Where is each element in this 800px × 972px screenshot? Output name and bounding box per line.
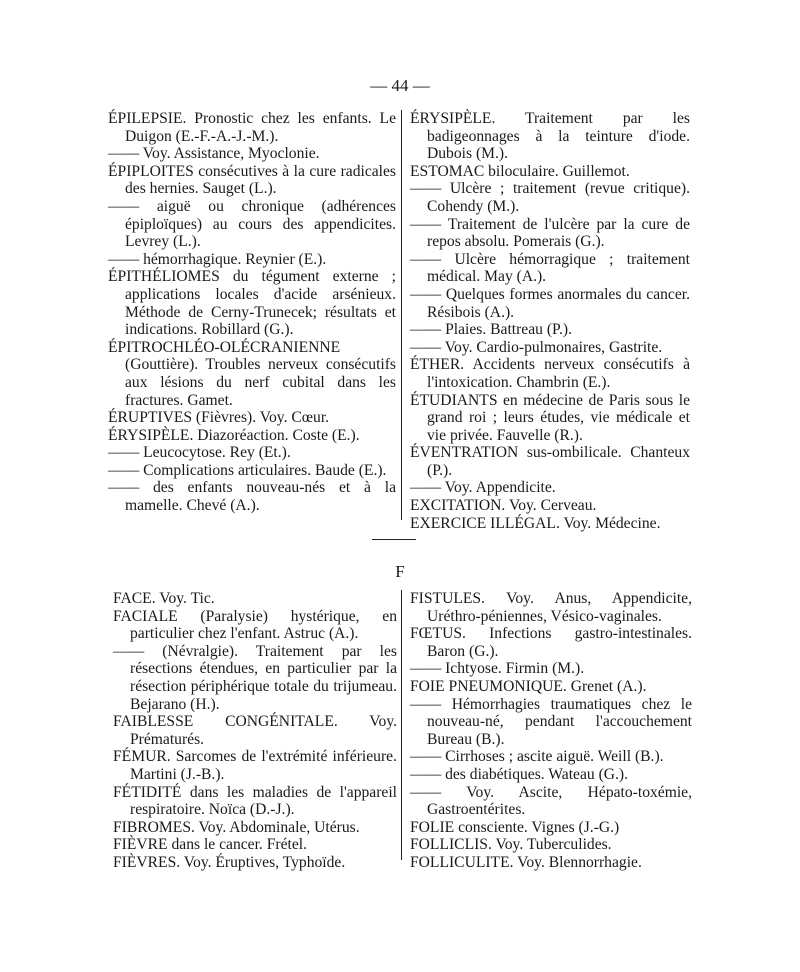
- index-entry: —— Voy. Cardio-pulmonaires, Gastrite.: [410, 338, 663, 356]
- index-entry: ÉRYSIPÈLE. Diazoréaction. Coste (E.).: [108, 426, 360, 444]
- index-entry: FOIE PNEUMONIQUE. Grenet (A.).: [410, 677, 647, 695]
- index-entry: FIBROMES. Voy. Abdominale, Utérus.: [113, 818, 360, 836]
- index-entry: ÉTUDIANTS en médecine de Paris sous le grand roi ; leurs études, vie médicale et vie privée. Fauvelle (R.).: [410, 391, 690, 444]
- index-entry: —— Cirrhoses ; ascite aiguë. Weill (B.).: [410, 748, 664, 766]
- index-entry: —— Voy. Assistance, Myoclonie.: [108, 145, 320, 163]
- index-entry: —— Ichtyose. Firmin (M.).: [410, 660, 585, 678]
- index-entry: —— Leucocytose. Rey (Et.).: [108, 444, 291, 462]
- index-entry: FACIALE (Paralysie) hystérique, en particulier chez l'enfant. Astruc (A.).: [113, 607, 397, 643]
- index-entry: FACE. Voy. Tic.: [113, 590, 215, 607]
- index-entry: ÉRUPTIVES (Fièvres). Voy. Cœur.: [108, 409, 330, 427]
- index-entry: ÉRYSIPÈLE. Traitement par les badigeonnages à la teinture d'iode. Dubois (M.).: [410, 110, 690, 163]
- index-entry: ÉPITROCHLÉO-OLÉCRANIENNE (Gouttière). Troubles nerveux consécutifs aux lésions du nerf cubital dans les fractures. Gamet.: [108, 338, 396, 409]
- index-entry: ÉPIPLOITES consécutives à la cure radicales des hernies. Sauget (L.).: [108, 162, 396, 198]
- index-entry: ESTOMAC biloculaire. Guillemot.: [410, 162, 630, 180]
- index-column-bottom-left: [113, 590, 397, 872]
- index-entry: —— Voy. Appendicite.: [410, 479, 556, 497]
- index-entry: FIÈVRES. Voy. Éruptives, Typhoïde.: [113, 853, 346, 871]
- index-entry: —— des diabétiques. Wateau (G.).: [410, 765, 629, 783]
- column-divider: [401, 590, 402, 860]
- index-column-bottom-right: [410, 590, 692, 872]
- index-entry: —— Quelques formes anormales du cancer. Résibois (A.).: [410, 285, 690, 321]
- index-entry: —— Ulcère ; traitement (revue critique). Cohendy (M.).: [410, 180, 690, 215]
- index-entry: ÉPILEPSIE. Pronostic chez les enfants. Le Duigon (E.-F.-A.-J.-M.).: [108, 110, 396, 145]
- index-entry: ÉTHER. Accidents nerveux consécutifs à l'intoxication. Chambrin (E.).: [410, 356, 690, 391]
- index-entry: FOLLICULITE. Voy. Blennorrhagie.: [410, 853, 642, 871]
- column-divider: [401, 110, 402, 520]
- index-entry: —— des enfants nouveau-nés et à la mamelle. Chevé (A.).: [108, 479, 396, 515]
- index-entry: FOLIE consciente. Vignes (J.-G.): [410, 818, 620, 836]
- index-column-top-left: [108, 110, 396, 515]
- index-entry: FAIBLESSE CONGÉNITALE. Voy. Prématurés.: [113, 713, 397, 748]
- index-column-top-right: [410, 110, 690, 532]
- section-rule: [372, 539, 416, 540]
- index-entry: EXERCICE ILLÉGAL. Voy. Médecine.: [410, 514, 661, 532]
- index-entry: EXCITATION. Voy. Cerveau.: [410, 497, 597, 515]
- index-entry: ÉPITHÉLIOMES du tégument externe ; applications locales d'acide arsénieux. Méthode de Cerny-Trunecek; résultats et indications. Robillard (G.).: [108, 268, 396, 339]
- index-entry: FOLLICLIS. Voy. Tuberculides.: [410, 836, 612, 854]
- index-entry: ÉVENTRATION sus-ombilicale. Chanteux (P.).: [410, 444, 690, 479]
- index-entry: FISTULES. Voy. Anus, Appendicite, Uréthro-péniennes, Vésico-vaginales.: [410, 590, 692, 625]
- index-entry: —— hémorrhagique. Reynier (E.).: [108, 250, 327, 268]
- page-number: — 44 —: [370, 76, 430, 95]
- index-entry: —— Hémorrhagies traumatiques chez le nouveau-né, pendant l'accouchement Bureau (B.).: [410, 695, 692, 748]
- index-entry: —— Ulcère hémorragique ; traitement médical. May (A.).: [410, 250, 690, 286]
- index-entry: FIÈVRE dans le cancer. Frétel.: [113, 836, 307, 854]
- section-letter: F: [395, 562, 405, 581]
- index-entry: —— Voy. Ascite, Hépato-toxémie, Gastroentérites.: [410, 783, 692, 819]
- index-entry: FÉMUR. Sarcomes de l'extrémité inférieure. Martini (J.-B.).: [113, 748, 397, 783]
- index-entry: —— Complications articulaires. Baude (E.).: [108, 461, 387, 479]
- index-entry: —— Plaies. Battreau (P.).: [410, 321, 572, 339]
- index-entry: FŒTUS. Infections gastro-intestinales. Baron (G.).: [410, 625, 692, 660]
- index-entry: —— Traitement de l'ulcère par la cure de repos absolu. Pomerais (G.).: [410, 215, 690, 251]
- index-entry: —— aiguë ou chronique (adhérences épiploïques) au cours des appendicites. Levrey (L.).: [108, 197, 396, 251]
- index-entry: FÉTIDITÉ dans les maladies de l'appareil respiratoire. Noïca (D.-J.).: [113, 783, 397, 819]
- index-entry: —— (Névralgie). Traitement par les résections étendues, en particulier par la résection périphérique totale du trijumeau. Bejarano (H.).: [113, 642, 397, 713]
